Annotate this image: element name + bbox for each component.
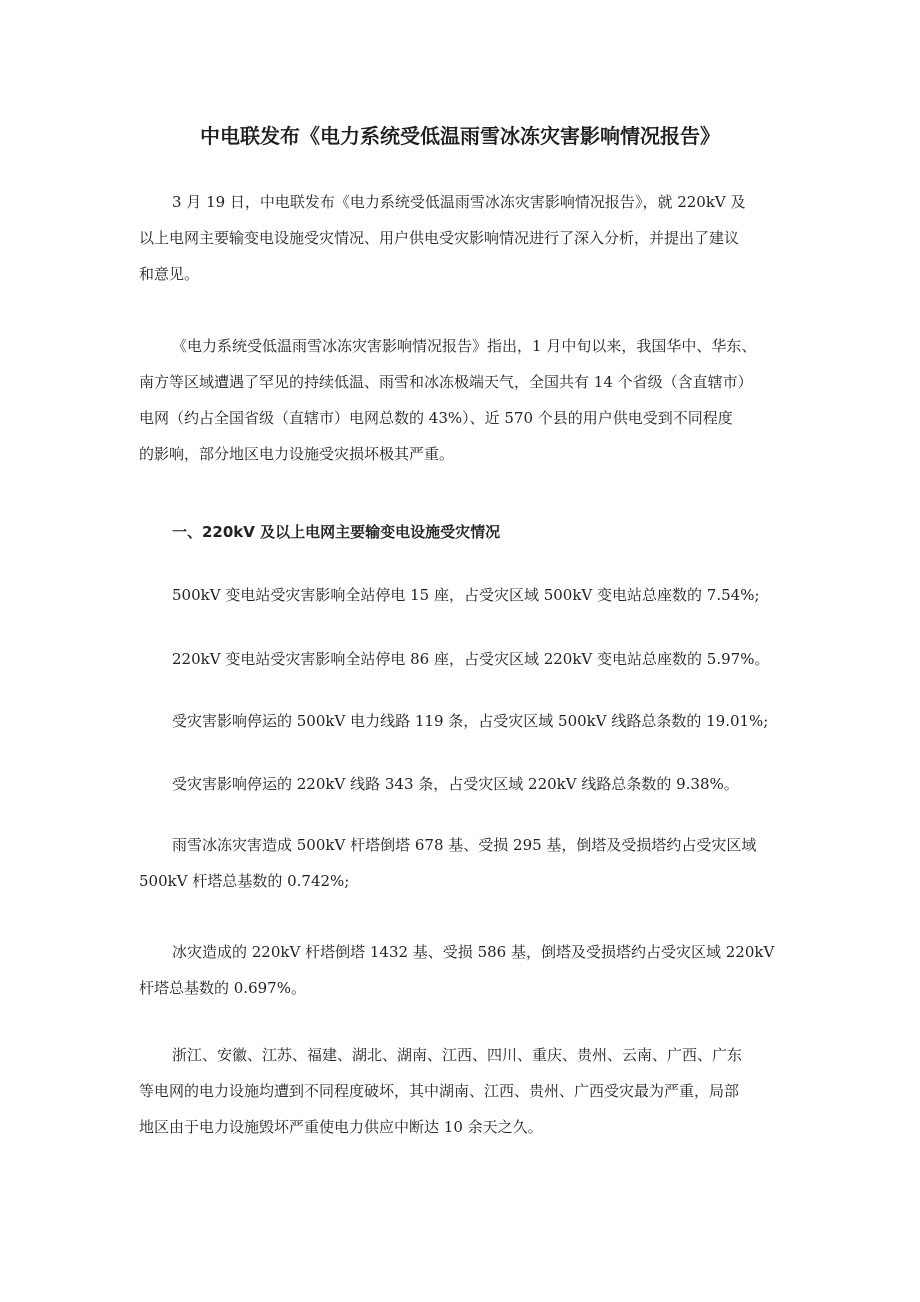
- paragraph-220kv-substations: [139, 641, 784, 677]
- paragraph-line: 电网（约占全国省级（直辖市）电网总数的 43%）、近 570 个县的用户供电受到不同程度: [139, 409, 733, 427]
- paragraph-line: 3 月 19 日，中电联发布《电力系统受低温雨雪冰冻灾害影响情况报告》，就 220kV 及: [172, 193, 746, 211]
- paragraph-line: 等电网的电力设施均遭到不同程度破坏，其中湖南、江西、贵州、广西受灾最为严重，局部: [139, 1082, 740, 1100]
- paragraph-line: 以上电网主要输变电设施受灾情况、用户供电受灾影响情况进行了深入分析，并提出了建议: [139, 229, 740, 247]
- paragraph-500kv-towers: [139, 827, 784, 899]
- paragraph-line: 雨雪冰冻灾害造成 500kV 杆塔倒塔 678 基、受损 295 基，倒塔及受损塔约占受灾区域: [172, 836, 757, 854]
- paragraph-line: 220kV 变电站受灾害影响全站停电 86 座，占受灾区域 220kV 变电站总座数的 5.97%。: [172, 650, 770, 668]
- section-heading: [139, 514, 784, 550]
- paragraph-220kv-lines: [139, 766, 784, 802]
- paragraph-report-release: [139, 184, 784, 292]
- paragraph-line: 500kV 变电站受灾害影响全站停电 15 座，占受灾区域 500kV 变电站总座数的 7.54%;: [172, 586, 760, 604]
- paragraph-line: 受灾害影响停运的 220kV 线路 343 条，占受灾区域 220kV 线路总条数的 9.38%。: [172, 775, 739, 793]
- paragraph-line: 南方等区域遭遇了罕见的持续低温、雨雪和冰冻极端天气，全国共有 14 个省级（含直辖市）: [139, 373, 753, 391]
- paragraph-line: 500kV 杆塔总基数的 0.742%;: [139, 872, 350, 890]
- paragraph-affected-grids: [139, 1037, 784, 1145]
- paragraph-line: 浙江、安徽、江苏、福建、湖北、湖南、江西、四川、重庆、贵州、云南、广西、广东: [172, 1046, 743, 1064]
- paragraph-line: 地区由于电力设施毁坏严重使电力供应中断达 10 余天之久。: [139, 1118, 543, 1136]
- section-heading-text: 一、220kV 及以上电网主要输变电设施受灾情况: [172, 523, 501, 541]
- paragraph-report-summary: [139, 328, 784, 472]
- paragraph-500kv-substations: [139, 577, 784, 613]
- paragraph-line: 的影响，部分地区电力设施受灾损坏极其严重。: [139, 445, 455, 463]
- paragraph-line: 受灾害影响停运的 500kV 电力线路 119 条，占受灾区域 500kV 线路总条数的 19.01%;: [172, 712, 769, 730]
- paragraph-line: 和意见。: [139, 265, 200, 283]
- paragraph-line: 冰灾造成的 220kV 杆塔倒塔 1432 基、受损 586 基，倒塔及受损塔约占受灾区域 220kV: [172, 943, 775, 961]
- paragraph-500kv-lines: [139, 703, 784, 739]
- document-title: 中电联发布《电力系统受低温雨雪冰冻灾害影响情况报告》: [200, 124, 720, 148]
- paragraph-line: 《电力系统受低温雨雪冰冻灾害影响情况报告》指出，1 月中旬以来，我国华中、华东、: [172, 337, 757, 355]
- paragraph-220kv-towers: [139, 934, 784, 1006]
- paragraph-line: 杆塔总基数的 0.697%。: [139, 979, 306, 997]
